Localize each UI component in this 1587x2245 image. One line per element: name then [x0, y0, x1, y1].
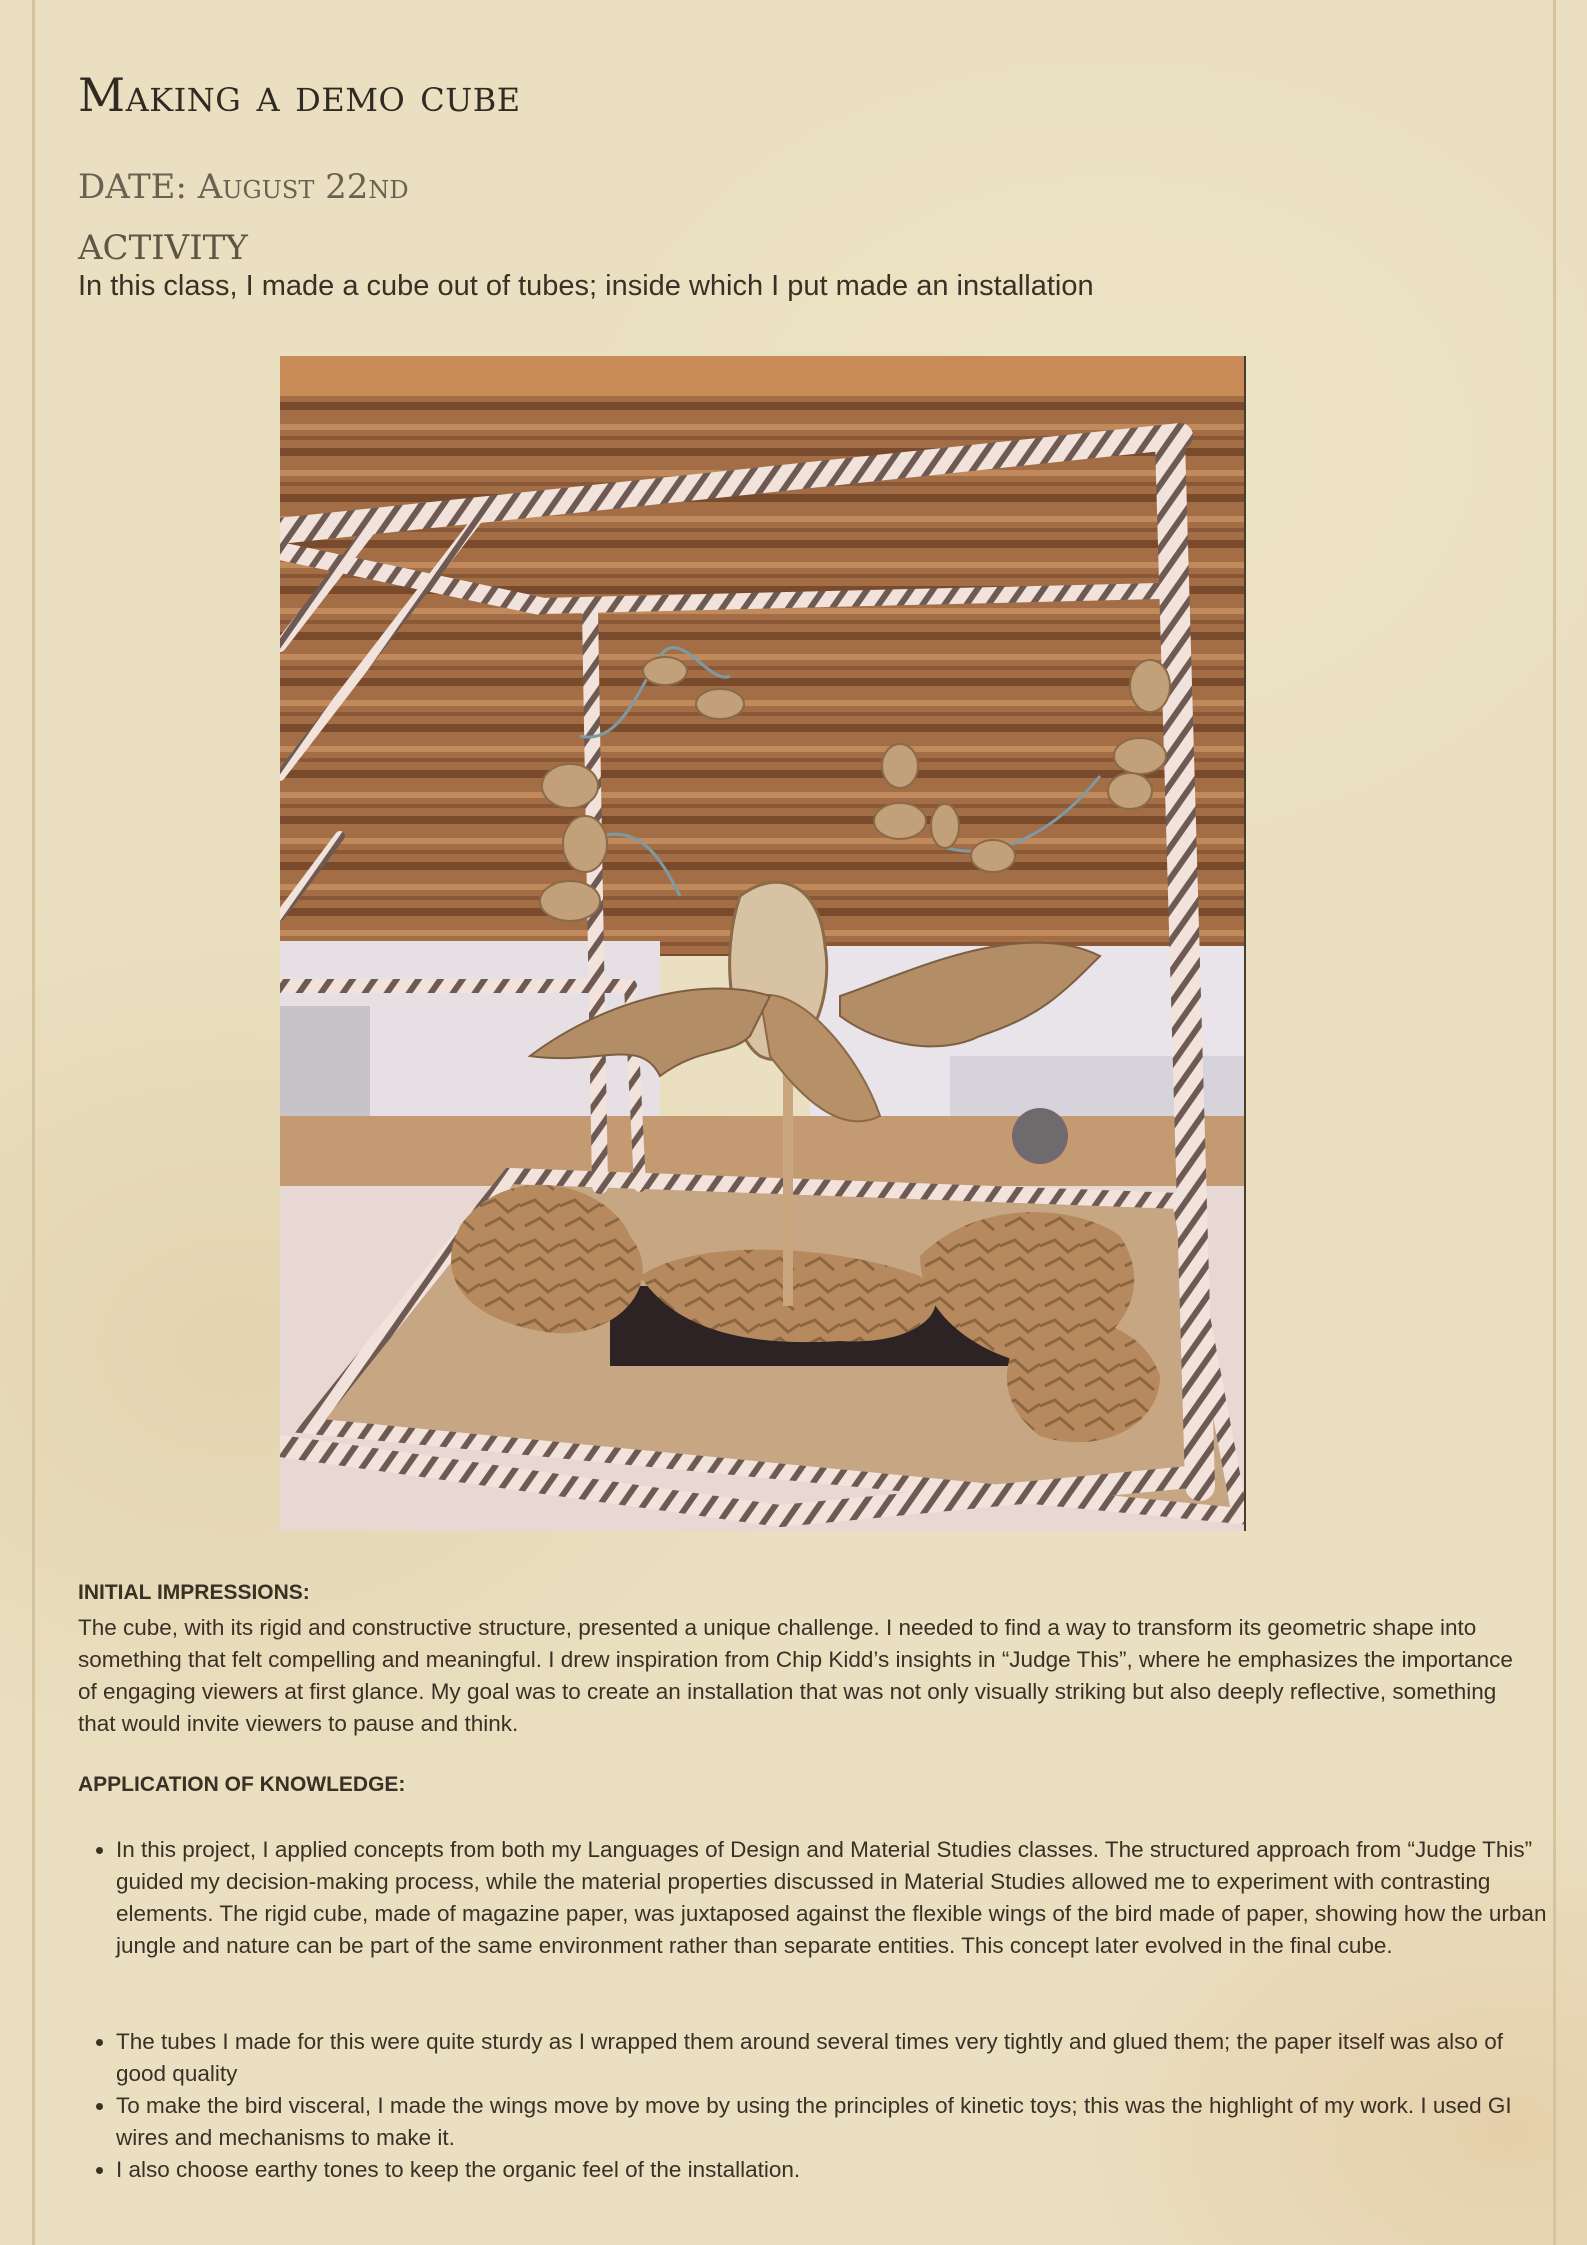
- list-item: • I also choose earthy tones to keep the organic feel of the installation.: [116, 2154, 1556, 2186]
- list-item: • In this project, I applied concepts from both my Languages of Design and Material Studies classes. The structured approach from “Judge This” guided my decision-making process, while the material properties discussed in Material Studies allowed me to experiment with contrasting elements. The rigid cube, made of magazine paper, was juxtaposed against the flexible wings of the bird made of paper, showing how the urban jungle and nature can be part of the same environment rather than separate entities. This concept later evolved in the final cube.: [116, 1834, 1556, 1962]
- installation-photo-illustration: [280, 356, 1244, 1531]
- application-detail-list: [78, 2026, 1556, 2186]
- initial-impressions-heading: INITIAL IMPRESSIONS:: [78, 1581, 310, 1604]
- page-edge-left: [32, 0, 35, 2245]
- application-main-list: [78, 1834, 1556, 1962]
- initial-impressions-text: The cube, with its rigid and constructive structure, presented a unique challenge. I needed to find a way to transform its geometric shape into something that felt compelling and meaningful. I drew inspiration from Chip Kidd’s insights in “Judge This”, where he emphasizes the importance of engaging viewers at first glance. My goal was to create an installation that was not only visually striking but also deeply reflective, something that would invite viewers to pause and think.: [78, 1615, 1513, 1736]
- date-heading: DATE: August 22nd: [78, 167, 409, 207]
- installation-photo: [280, 356, 1246, 1531]
- page-title: Making a demo cube: [78, 68, 521, 122]
- activity-heading: ACTIVITY: [78, 228, 248, 268]
- list-item: • To make the bird visceral, I made the wings move by move by using the principles of kinetic toys; this was the highlight of my work. I used GI wires and mechanisms to make it.: [116, 2090, 1556, 2154]
- application-heading: APPLICATION OF KNOWLEDGE:: [78, 1773, 406, 1796]
- list-item: • The tubes I made for this were quite sturdy as I wrapped them around several times very tightly and glued them; the paper itself was also of good quality: [116, 2026, 1556, 2090]
- activity-text: In this class, I made a cube out of tubes; inside which I put made an installation: [78, 270, 1094, 302]
